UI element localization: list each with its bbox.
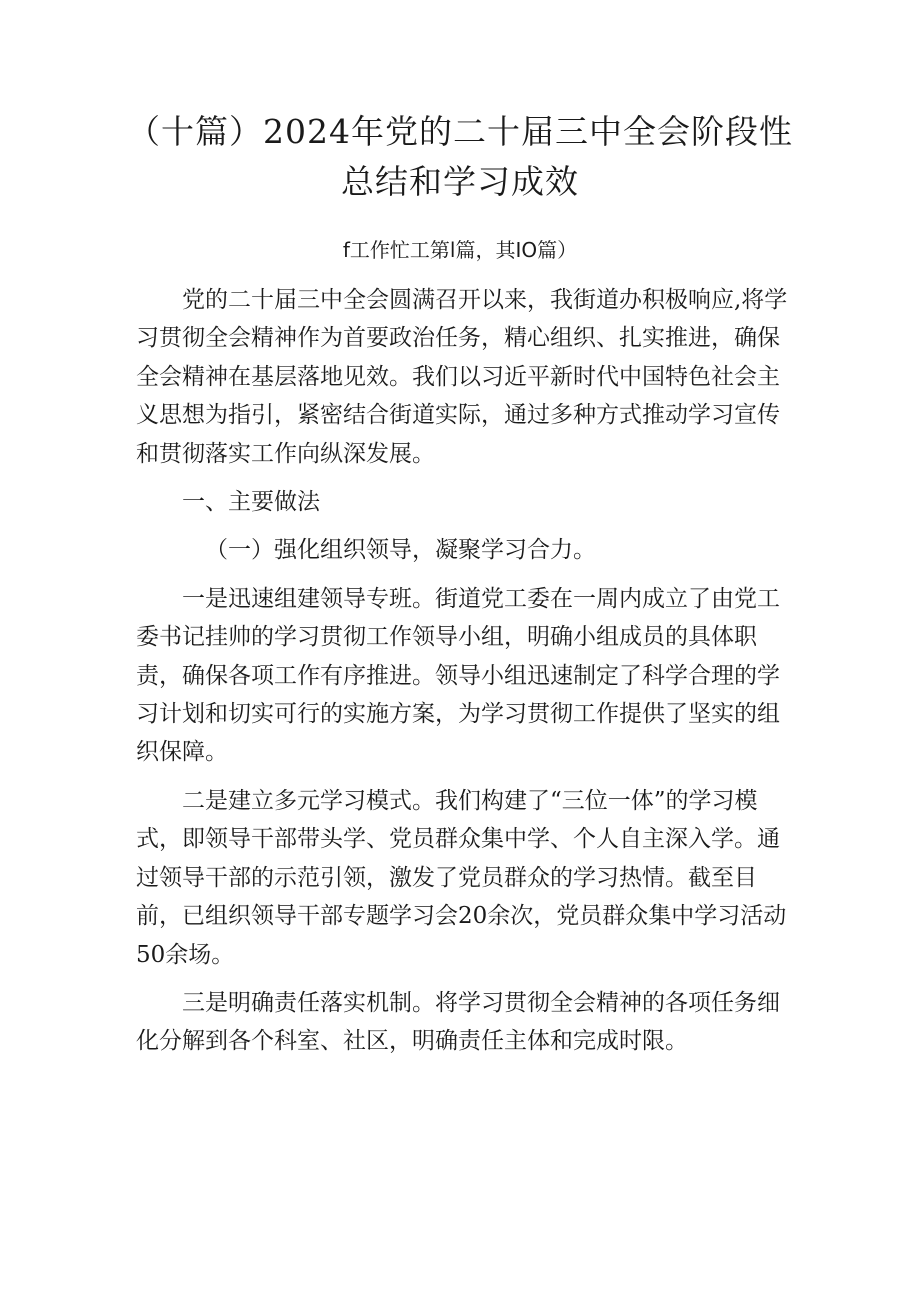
document-title-line-2: 总结和学习成效 xyxy=(341,162,579,201)
document-body xyxy=(136,281,796,1061)
body-paragraph-2: 二是建立多元学习模式。我们构建了“三位一体”的学习模式，即领导干部带头学、党员群众集中学、个人自主深入学。通过领导干部的示范引领，激发了党员群众的学习热情。截至目前，已组织领导干部专题学习会20余次，党员群众集中学习活动50余场。 xyxy=(136,787,787,968)
section-heading: 一、主要做法 xyxy=(182,489,320,516)
intro-paragraph: 党的二十届三中全会圆满召开以来，我街道办积极响应,将学习贯彻全会精神作为首要政治任务，精心组织、扎实推进，确保全会精神在基层落地见效。我们以习近平新时代中国特色社会主义思想为指引，紧密结合街道实际，通过多种方式推动学习宣传和贯彻落实工作向纵深发展。 xyxy=(136,287,788,467)
body-paragraph-3: 三是明确责任落实机制。将学习贯彻全会精神的各项任务细化分解到各个科室、社区，明确责任主体和完成时限。 xyxy=(136,989,780,1055)
body-paragraph-1: 一是迅速组建领导专班。街道党工委在一周内成立了由党工委书记挂帅的学习贯彻工作领导小组，明确小组成员的具体职责，确保各项工作有序推进。领导小组迅速制定了科学合理的学习计划和切实可行的实施方案，为学习贯彻工作提供了坚实的组织保障。 xyxy=(136,585,780,766)
subsection-heading: （一）强化组织领导，凝聚学习合力。 xyxy=(205,537,596,564)
document-subtitle: f工作忙工第l篇，其IO篇） xyxy=(342,238,578,262)
document-title-line-1: （十篇）2024年党的二十届三中全会阶段性 xyxy=(127,112,793,151)
